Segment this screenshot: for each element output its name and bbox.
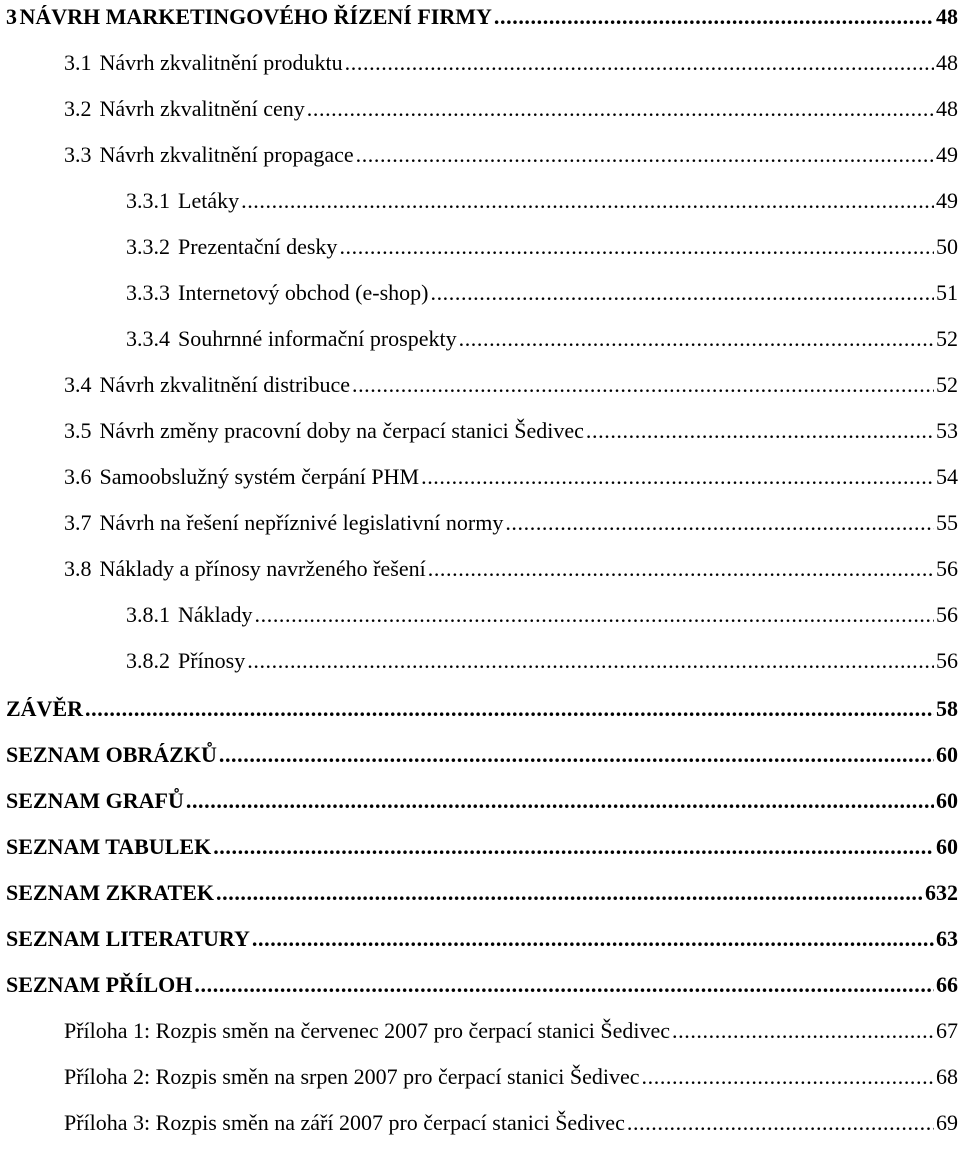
- toc-entry-title: SEZNAM ZKRATEK: [6, 880, 215, 905]
- toc-leader-dots: [459, 326, 934, 352]
- toc-leader-dots: [352, 372, 934, 398]
- toc-entry-page: 48: [936, 96, 958, 121]
- toc-entry-page: 49: [936, 142, 958, 167]
- toc-entry-title: ZÁVĚR: [6, 696, 84, 721]
- toc-leader-dots: [219, 742, 934, 768]
- toc-entry-title: Samoobslužný systém čerpání PHM: [99, 464, 420, 489]
- toc-entry-page: 68: [936, 1064, 958, 1089]
- toc-entry-page: 67: [936, 1018, 958, 1043]
- toc-entry-page: 51: [936, 280, 958, 305]
- toc-leader-dots: [428, 556, 934, 582]
- toc-entry-chapter[interactable]: [6, 742, 958, 768]
- toc-entry-title: SEZNAM LITERATURY: [6, 926, 250, 951]
- toc-entry-page: 60: [936, 788, 958, 813]
- toc-entry-appendix[interactable]: [64, 1110, 958, 1136]
- toc-entry-page: 69: [936, 1110, 958, 1135]
- toc-entry-page: 54: [936, 464, 958, 489]
- toc-entry-section[interactable]: [64, 556, 958, 582]
- toc-leader-dots: [247, 648, 934, 674]
- toc-entry-page: 632: [925, 880, 958, 905]
- toc-entry-chapter[interactable]: [6, 880, 958, 906]
- toc-entry-number: 3.1: [64, 50, 92, 75]
- toc-leader-dots: [345, 50, 934, 76]
- toc-entry-title: Náklady a přínosy navrženého řešení: [99, 556, 426, 581]
- toc-leader-dots: [255, 602, 934, 628]
- toc-entry-number: 3.3: [64, 142, 92, 167]
- toc-entry-subsection[interactable]: [126, 280, 958, 306]
- toc-entry-subsection[interactable]: [126, 234, 958, 260]
- toc-entry-subsection[interactable]: [126, 326, 958, 352]
- toc-entry-number: 3.5: [64, 418, 92, 443]
- toc-entry-title: SEZNAM OBRÁZKŮ: [6, 742, 217, 767]
- toc-entry-chapter[interactable]: [6, 696, 958, 722]
- toc-entry-page: 53: [936, 418, 958, 443]
- toc-entry-chapter[interactable]: [6, 926, 958, 952]
- toc-entry-title: Návrh zkvalitnění distribuce: [99, 372, 350, 397]
- toc-leader-dots: [241, 188, 934, 214]
- toc-entry-subsection[interactable]: [126, 188, 958, 214]
- toc-leader-dots: [672, 1018, 934, 1044]
- toc-entry-title: Návrh na řešení nepříznivé legislativní normy: [99, 510, 504, 535]
- toc-entry-section[interactable]: [64, 464, 958, 490]
- toc-entry-number: 3.3.4: [126, 326, 170, 351]
- toc-entry-chapter[interactable]: [6, 972, 958, 998]
- toc-leader-dots: [85, 696, 934, 722]
- toc-entry-title: Internetový obchod (e-shop): [178, 280, 429, 305]
- toc-leader-dots: [494, 4, 934, 30]
- toc-entry-section[interactable]: [64, 142, 958, 168]
- toc-entry-number: 3: [6, 4, 17, 29]
- toc-leader-dots: [339, 234, 934, 260]
- toc-entry-title: Návrh zkvalitnění propagace: [99, 142, 354, 167]
- toc-entry-title: SEZNAM TABULEK: [6, 834, 212, 859]
- toc-entry-title: Souhrnné informační prospekty: [178, 326, 457, 351]
- toc-entry-title: Návrh zkvalitnění ceny: [99, 96, 305, 121]
- toc-entry-page: 50: [936, 234, 958, 259]
- toc-entry-subsection[interactable]: [126, 602, 958, 628]
- toc-entry-number: 3.8.1: [126, 602, 170, 627]
- toc-entry-page: 52: [936, 326, 958, 351]
- toc-entry-page: 58: [936, 696, 958, 721]
- toc-entry-title: SEZNAM GRAFŮ: [6, 788, 184, 813]
- toc-entry-page: 63: [936, 926, 958, 951]
- toc-entry-page: 49: [936, 188, 958, 213]
- toc-entry-title: Návrh zkvalitnění produktu: [99, 50, 343, 75]
- toc-entry-section[interactable]: [64, 418, 958, 444]
- toc-entry-title: NÁVRH MARKETINGOVÉHO ŘÍZENÍ FIRMY: [19, 4, 492, 29]
- toc-entry-page: 60: [936, 834, 958, 859]
- toc-entry-title: Návrh změny pracovní doby na čerpací stanici Šedivec: [99, 418, 584, 443]
- toc-entry-page: 48: [936, 50, 958, 75]
- toc-entry-number: 3.4: [64, 372, 92, 397]
- toc-leader-dots: [586, 418, 934, 444]
- toc-leader-dots: [627, 1110, 934, 1136]
- toc-entry-number: 3.3.2: [126, 234, 170, 259]
- toc-entry-section[interactable]: [64, 372, 958, 398]
- toc-entry-title: Přínosy: [178, 648, 246, 673]
- toc-entry-subsection[interactable]: [126, 648, 958, 674]
- toc-entry-page: 55: [936, 510, 958, 535]
- toc-entry-number: 3.3.1: [126, 188, 170, 213]
- toc-entry-page: 48: [936, 4, 958, 29]
- toc-entry-number: 3.8.2: [126, 648, 170, 673]
- toc-entry-title: SEZNAM PŘÍLOH: [6, 972, 193, 997]
- toc-entry-title: Příloha 3: Rozpis směn na září 2007 pro čerpací stanici Šedivec: [64, 1110, 625, 1135]
- toc-entry-chapter[interactable]: [6, 4, 958, 30]
- toc-entry-page: 60: [936, 742, 958, 767]
- toc-entry-page: 52: [936, 372, 958, 397]
- toc-leader-dots: [430, 280, 934, 306]
- toc-leader-dots: [356, 142, 934, 168]
- toc-entry-chapter[interactable]: [6, 788, 958, 814]
- toc-leader-dots: [642, 1064, 934, 1090]
- toc-leader-dots: [252, 926, 934, 952]
- toc-entry-title: Náklady: [178, 602, 253, 627]
- toc-entry-page: 56: [936, 602, 958, 627]
- toc-leader-dots: [194, 972, 934, 998]
- toc-entry-title: Letáky: [178, 188, 240, 213]
- toc-entry-title: Příloha 1: Rozpis směn na červenec 2007 pro čerpací stanici Šedivec: [64, 1018, 671, 1043]
- toc-leader-dots: [505, 510, 934, 536]
- toc-leader-dots: [421, 464, 934, 490]
- toc-entry-page: 66: [936, 972, 958, 997]
- toc-leader-dots: [186, 788, 934, 814]
- toc-entry-appendix[interactable]: [64, 1018, 958, 1044]
- toc-entry-page: 56: [936, 648, 958, 673]
- toc-entry-title: Příloha 2: Rozpis směn na srpen 2007 pro čerpací stanici Šedivec: [64, 1064, 640, 1089]
- toc-entry-chapter[interactable]: [6, 834, 958, 860]
- toc-entry-number: 3.8: [64, 556, 92, 581]
- toc-entry-page: 56: [936, 556, 958, 581]
- toc-entry-section[interactable]: [64, 50, 958, 76]
- toc-leader-dots: [307, 96, 934, 122]
- toc-entry-number: 3.3.3: [126, 280, 170, 305]
- toc-entry-number: 3.6: [64, 464, 92, 489]
- toc-entry-number: 3.2: [64, 96, 92, 121]
- toc-entry-number: 3.7: [64, 510, 92, 535]
- toc-entry-title: Prezentační desky: [178, 234, 338, 259]
- toc-leader-dots: [213, 834, 934, 860]
- toc-entry-appendix[interactable]: [64, 1064, 958, 1090]
- toc-leader-dots: [216, 880, 923, 906]
- toc-entry-section[interactable]: [64, 510, 958, 536]
- toc-entry-section[interactable]: [64, 96, 958, 122]
